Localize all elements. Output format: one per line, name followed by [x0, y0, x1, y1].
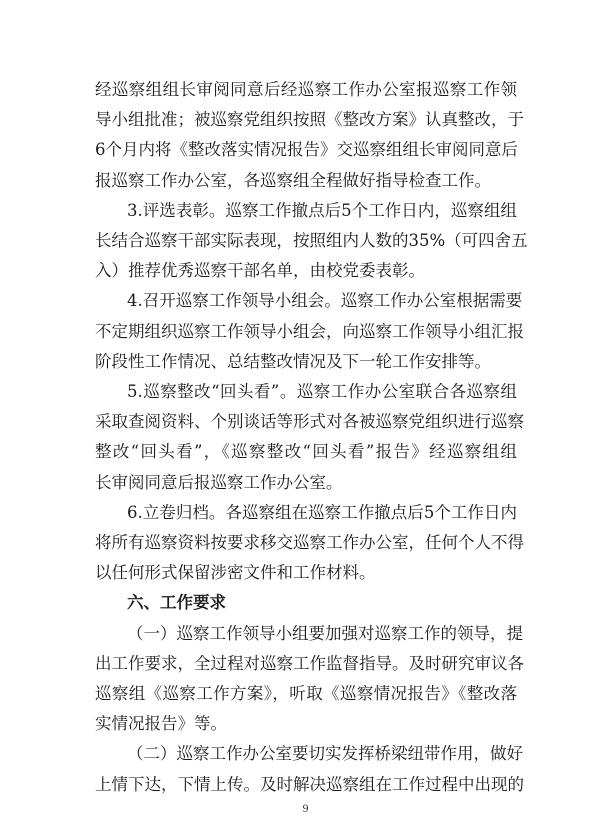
body-text-line: 入）推荐优秀巡察干部名单，由校党委表彰。: [95, 261, 425, 281]
body-text-line: （一）巡察工作领导小组要加强对巡察工作的领导，提: [127, 623, 523, 643]
body-text-line: （二）巡察工作办公室要切实发挥桥梁纽带作用，做好: [127, 744, 523, 764]
body-text-line: 上情下达，下情上传。及时解决巡察组在工作过程中出现的: [95, 774, 524, 794]
body-text-line: 整改“回头看”，《巡察整改“回头看”报告》经巡察组组: [95, 442, 517, 462]
body-text-line: 导小组批准；被巡察党组织按照《整改方案》认真整改，于: [95, 110, 524, 130]
body-text-line: 长审阅同意后报巡察工作办公室。: [95, 472, 343, 492]
body-text-line: 将所有巡察资料按要求移交巡察工作办公室，任何个人不得: [95, 533, 524, 552]
body-text-line: 长结合巡察干部实际表现，按照组内人数的35%（可四舍五: [95, 231, 528, 250]
body-text-line: 实情况报告》等。: [95, 714, 227, 734]
body-text-line: 经巡察组组长审阅同意后经巡察工作办公室报巡察工作领: [95, 80, 517, 99]
body-text-line: 5.巡察整改“回头看”。巡察工作办公室联合各巡察组: [127, 382, 517, 401]
body-text-line: 6.立卷归档。各巡察组在巡察工作撤点后5个工作日内: [127, 502, 517, 522]
body-text-line: 以任何形式保留涉密文件和工作材料。: [95, 563, 376, 583]
body-text-line: 6个月内将《整改落实情况报告》交巡察组组长审阅同意后: [95, 140, 518, 160]
body-text-line: 巡察组《巡察工作方案》，听取《巡察情况报告》《整改落: [95, 684, 517, 703]
page-number: 9: [302, 804, 309, 815]
body-text-line: 4.召开巡察工作领导小组会。巡察工作办公室根据需要: [127, 291, 523, 311]
body-text-line: 阶段性工作情况、总结整改情况及下一轮工作安排等。: [95, 351, 491, 371]
body-text-line: 采取查阅资料、个别谈话等形式对各被巡察党组织进行巡察: [95, 412, 524, 432]
body-text-line: 报巡察工作办公室，各巡察组全程做好指导检查工作。: [95, 170, 491, 190]
body-text-line: 出工作要求，全过程对巡察工作监督指导。及时研究审议各: [95, 653, 524, 673]
body-text-line: 3.评选表彰。巡察工作撤点后5个工作日内，巡察组组: [127, 200, 517, 220]
section-heading: 六、工作要求: [127, 593, 226, 613]
body-text-line: 不定期组织巡察工作领导小组会，向巡察工作领导小组汇报: [95, 321, 524, 341]
